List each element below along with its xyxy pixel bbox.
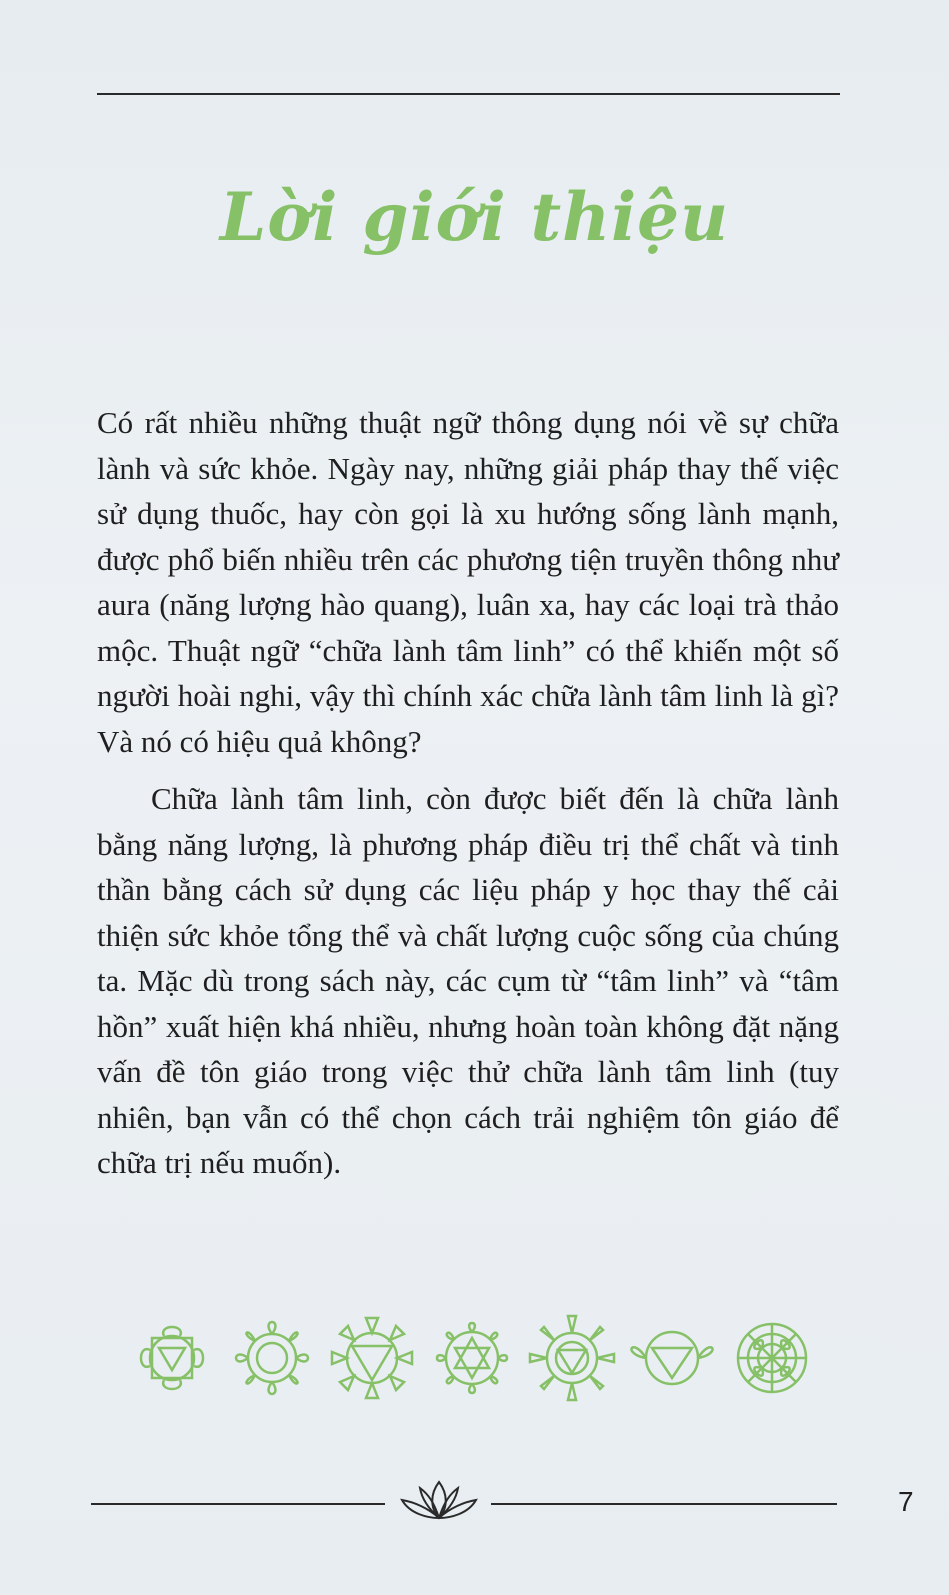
paragraph-1: Có rất nhiều những thuật ngữ thông dụng nói về sự chữa lành và sức khỏe. Ngày nay, những giải pháp thay thế việc sử dụng thuốc, hay còn gọi là xu hướng sống lành mạnh, được phổ biến nhiều trên các phương tiện truyền thông như aura (năng lượng hào quang), luân xa, hay các loại trà thảo mộc. Thuật ngữ “chữa lành tâm linh” có thể khiến một số người hoài nghi, vậy thì chính xác chữa lành tâm linh là gì? Và nó có hiệu quả không?: [97, 405, 839, 759]
lotus-icon: [396, 1478, 482, 1524]
sacral-chakra-icon: [236, 1322, 308, 1394]
bottom-rule-right: [491, 1503, 837, 1505]
crown-chakra-icon: [738, 1324, 806, 1392]
page-title: Lời giới thiệu: [219, 178, 730, 256]
heart-chakra-icon: [437, 1323, 507, 1393]
page-number: 7: [898, 1486, 914, 1517]
chakra-symbols-row: [126, 1312, 826, 1404]
body-text: [97, 400, 839, 1198]
top-rule: [97, 93, 840, 95]
solar-plexus-chakra-icon: [332, 1318, 412, 1398]
throat-chakra-icon: [530, 1316, 614, 1400]
paragraph-2: Chữa lành tâm linh, còn được biết đến là chữa lành bằng năng lượng, là phương pháp điều trị thể chất và tinh thần bằng cách sử dụng các liệu pháp y học thay thế cải thiện sức khỏe tổng thể và chất lượng cuộc sống của chúng ta. Mặc dù trong sách này, các cụm từ “tâm linh” và “tâm hồn” xuất hiện khá nhiều, nhưng hoàn toàn không đặt nặng vấn đề tôn giáo trong việc thử chữa lành tâm linh (tuy nhiên, bạn vẫn có thể chọn cách trải nghiệm tôn giáo để chữa trị nếu muốn).: [97, 781, 839, 1180]
third-eye-chakra-icon: [632, 1332, 713, 1384]
bottom-rule-left: [91, 1503, 385, 1505]
root-chakra-icon: [141, 1327, 203, 1389]
